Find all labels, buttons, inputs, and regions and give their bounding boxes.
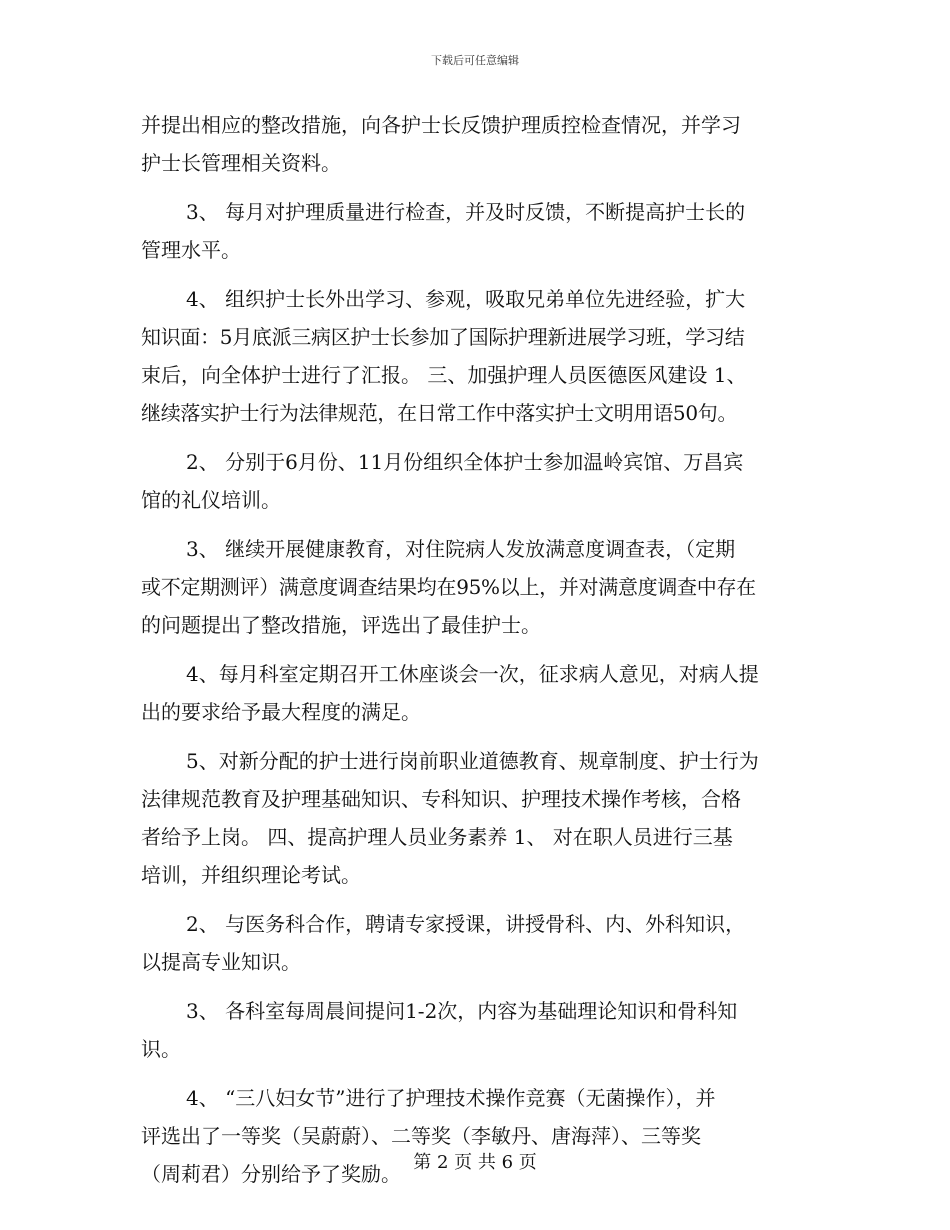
text-line: 的问题提出了整改措施，评选出了最佳护士。 [141,613,541,637]
paragraph-start-line: 3、 每月对护理质量进行检查，并及时反馈，不断提高护士长的 [186,200,746,224]
text-line: 以提高专业知识。 [141,950,301,974]
paragraph-start-line: 4、每月科室定期召开工休座谈会一次，征求病人意见，对病人提 [186,662,759,686]
text-line: 者给予上岗。 四、提高护理人员业务素养 1、 对在职人员进行三基 [141,825,733,849]
text-line: 并提出相应的整改措施，向各护士长反馈护理质控检查情况，并学习 [141,113,741,137]
paragraph-start-line: 3、 继续开展健康教育，对住院病人发放满意度调查表，（定期 [186,537,736,561]
text-line: （周莉君）分别给予了奖励。 [141,1162,401,1186]
text-line: 培训，并组织理论考试。 [141,863,361,887]
paragraph-start-line: 5、对新分配的护士进行岗前职业道德教育、规章制度、护士行为 [186,749,759,773]
text-line: 或不定期测评）满意度调查结果均在95%以上，并对满意度调查中存在 [141,575,756,599]
text-line: 馆的礼仪培训。 [141,488,281,512]
text-line: 束后，向全体护士进行了汇报。 三、加强护理人员医德医风建设 1、 [141,363,747,387]
paragraph-start-line: 3、 各科室每周晨间提问1-2次，内容为基础理论知识和骨科知 [186,999,738,1023]
page-header-note: 下载后可任意编辑 [431,54,519,67]
page-number-footer: 第 2 页 共 6 页 [413,1152,537,1173]
text-line: 评选出了一等奖（吴蔚蔚）、二等奖（李敏丹、唐海萍）、三等奖 [141,1124,701,1148]
text-line: 继续落实护士行为法律规范，在日常工作中落实护士文明用语50句。 [141,401,738,425]
paragraph-start-line: 4、 “三八妇女节”进行了护理技术操作竞赛（无菌操作），并 [186,1086,716,1110]
text-line: 知识面：5月底派三病区护士长参加了国际护理新进展学习班，学习结 [141,325,745,349]
text-line: 管理水平。 [141,238,241,262]
paragraph-start-line: 2、 与医务科合作，聘请专家授课，讲授骨科、内、外科知识， [186,912,746,936]
document-body [141,106,811,1193]
paragraph-start-line: 2、 分别于6月份、11月份组织全体护士参加温岭宾馆、万昌宾 [186,450,744,474]
text-line: 识。 [141,1037,181,1061]
text-line: 护士长管理相关资料。 [141,151,341,175]
text-line: 法律规范教育及护理基础知识、专科知识、护理技术操作考核，合格 [141,787,741,811]
text-line: 出的要求给予最大程度的满足。 [141,700,421,724]
paragraph-start-line: 4、 组织护士长外出学习、参观，吸取兄弟单位先进经验，扩大 [186,287,746,311]
